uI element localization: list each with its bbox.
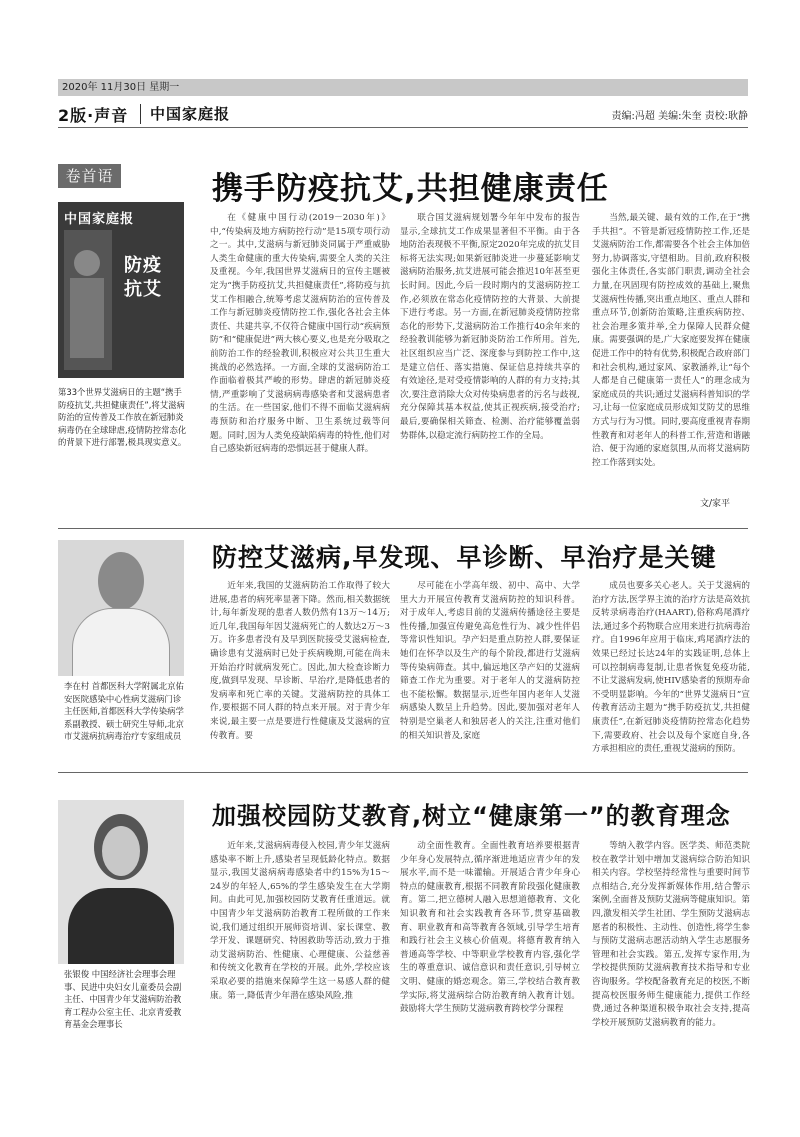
newspaper-logo: 中国家庭报 bbox=[150, 105, 231, 123]
cover-photo bbox=[64, 230, 112, 370]
cover-figure-body bbox=[70, 278, 104, 358]
article-1-col-2: 联合国艾滋病规划署今年年中发布的报告显示,全球抗艾工作成果显著但不平衡。由于各地防治表现极不平衡,原定2020年完成的抗艾目标将无法实现;如果新冠肺炎进一步蔓延影响艾滋病防治服务,抗艾进展可能会推迟10年甚至更长时间。因此,今后一段时期内的艾滋病防控工作,必须放在常态化疫情防控的大背景、大前提下进行考虑。另一方面,在新冠肺炎疫情防控常态化的形势下,艾滋病防治工作推行40余年来的经验教训能够为新冠肺炎防治工作所用。首先,社区组织应当广泛、深度参与到防控工作中,这是建立信任、落实措施、保证信息持续共享的有效途径,是对受疫情影响的人群的有力支持;其次,要注意消除大众对传染病患者的污名与歧视,充分保障其基本权益,使其正视疾病,接受治疗;最后,要确保相关筛查、检测、治疗能够覆盖弱势群体,以稳定流行病防控工作的全局。 bbox=[400, 213, 580, 441]
article-2-caption: 李在村 首都医科大学附属北京佑安医院感染中心性病艾滋病门诊主任医师,首都医科大学传染病学系副教授、硕士研究生导师,北京市艾滋病抗病毒治疗专家组成员 bbox=[64, 681, 184, 742]
article-3-title: 加强校园防艾教育,树立“健康第一”的教育理念 bbox=[212, 802, 731, 830]
header-divider bbox=[140, 104, 141, 124]
divider-2 bbox=[58, 772, 748, 773]
article-2-col-2: 尽可能在小学高年级、初中、高中、大学里大力开展宣传教育艾滋病防控的知识科普。对于成年人,考虑目前的艾滋病传播途径主要是性传播,加强宣传避免高危性行为、减少性伴侣等常识性知识。孕产妇是重点防控人群,要保证她们在怀孕以及生产的每个阶段,都进行艾滋病等传染病筛查。其中,偏远地区孕产妇的艾滋病筛查工作尤为重要。对于老年人的艾滋病防控也不能松懈。数据显示,近些年国内老年人艾滋病感染人数呈上升趋势。因此,要加强对老年人特别是空巢老人和独居老人的关注,注重对他们的相关知识普及,家庭 bbox=[400, 581, 580, 741]
article-2-title: 防控艾滋病,早发现、早诊断、早治疗是关键 bbox=[212, 543, 717, 572]
portrait-body bbox=[68, 888, 174, 964]
section-label: 2版·声音 bbox=[58, 106, 129, 125]
article-1-col-1: 在《健康中国行动(2019－2030年)》中,“传染病及地方病防控行动”是15项专项行动之一。其中,艾滋病与新冠肺炎同属于严重威胁人类生命健康的重大传染病,需要全人类的关注及重视。今年,我国世界艾滋病日的宣传主题被定为“携手防疫抗艾,共担健康责任”,将防疫与抗艾工作相融合,统筹考虑艾滋病防治的宣传普及工作与新冠肺炎疫情防控工作,强化各社会主体责任、共建共享,不仅符合健康中国行动“疾病预防”和“健康促进”两大核心要义,也是充分吸取之前防治工作的经验教训,积极应对公共卫生重大挑战的必然选择。一方面,全球的艾滋病防治工作面临着极其严峻的形势。肆虐的新冠肺炎疫情,严重影响了艾滋病病毒感染者和艾滋病患者的生活。在一些国家,他们不得不面临艾滋病病毒预防和治疗服务中断、卫生系统过载等问题。同时,因为人类免疫缺陷病毒的特性,他们对自己感染新冠病毒的恐惧远甚于健康人群。 bbox=[210, 213, 390, 455]
article-1-col-3: 当然,最关键、最有效的工作,在于“携手共担”。不管是新冠疫情防控工作,还是艾滋病防治工作,都需要各个社会主体加倍努力,协调落实,守望相助。目前,政府积极强化主体责任,各实部门职责,调动全社会力量,在巩固现有防控成效的基础上,聚焦艾滋病性传播,突出重点地区、重点人群和重点环节,创新防治策略,注重疾病防控、社会治理多策并举,全力保障人民群众健康。需要强调的是,广大家庭要发挥在健康促进工作中的特有优势,积极配合政府部门和社会机构,通过家风、家教涵养,让“每个人都是自己健康第一责任人”的理念成为家庭成员的共识;通过艾滋病科普知识的学习,让每一位家庭成员形成知艾防艾的思维方式与行为习惯。同时,要高度重视青春期性教育和对老年人的科普工作,营造和谐融洽、便于沟通的家庭氛围,从而将艾滋病防控工作落到实处。 bbox=[592, 213, 750, 468]
article-3-col-3: 等纳入教学内容。医学类、师范类院校在教学计划中增加艾滋病综合防治知识相关内容。学校坚持经常性与重要时间节点相结合,充分发挥新媒体作用,结合警示案例,全面普及预防艾滋病等健康知识。第四,激发相关学生社团、学生预防艾滋病志愿者的积极性、主动性、创造性,将学生参与预防艾滋病志愿活动纳入学生志愿服务管理和社会实践。第五,发挥专家作用,为学校提供预防艾滋病教育技术指导和专业咨询服务。学校配备教育充足的校医,不断提高校医服务师生健康能力,提供工作经费,通过各种渠道积极争取社会支持,提高学校开展预防艾滋病教育的能力。 bbox=[592, 841, 750, 1028]
portrait-body bbox=[72, 608, 170, 676]
article-3-col-2: 动全面性教育。全面性教育培养要根据青少年身心发展特点,循序渐进地适应青少年的发展水平,而不是一味灌输。开展适合青少年身心特点的健康教育,根据不同教育阶段强化健康教育。第二,把立德树人融入思想道德教育、文化知识教育和社会实践教育各环节,贯穿基础教育、职业教育和高等教育各领域,引导学生培育和践行社会主义核心价值观。将德育教育纳入普通高等学校、中等职业学校教育内容,强化学生的尊重意识、诚信意识和责任意识,引导树立文明、健康的婚恋观念。第三,学校结合教育教学实际,将艾滋病综合防治教育纳入教育计划。鼓励将大学生预防艾滋病教育跨校学分课程 bbox=[400, 841, 580, 1015]
article-1-signature: 文/家平 bbox=[700, 499, 731, 509]
article-2-col-1: 近年来,我国的艾滋病防治工作取得了较大进展,患者的病死率显著下降。然而,相关数据统计,每年新发现的患者人数仍然有13万～14万;近几年,我国每年因艾滋病死亡的人数达2万～3万。许多患者没有及早到医院接受艾滋病检查,确诊患有艾滋病时已处于疾病晚期,可能在尚未开始治疗时就病发死亡。因此,加大检查诊断力度,做到早发现、早诊断、早治疗,是降低患者的发病率和死亡率的关键。艾滋病防控的具体工作,要根据不同人群的特点来开展。对于青少年来说,最主要一点是要进行性健康及艾滋病的宣传教育。要 bbox=[210, 581, 390, 741]
portrait-zhang-yinjun bbox=[58, 800, 184, 964]
article-3-caption: 张银俊 中国经济社会理事会理事、民进中央妇女儿童委员会副主任、中国青少年艾滋病防治教育工程办公室主任、北京青爱教育基金会理事长 bbox=[64, 969, 182, 1030]
portrait-face bbox=[102, 826, 140, 876]
article-3-col-1: 近年来,艾滋病病毒侵入校园,青少年艾滋病感染率不断上升,感染者呈现低龄化特点。数据显示,我国艾滋病病毒感染者中约15%为15～24岁的年轻人,65%的学生感染发生在大学期间。由此可见,加强校园防艾教育任重道远。就中国青少年艾滋病防治教育工程所做的工作来说,我们通过组织开展师资培训、家长课堂、教学开发、课题研究、特困救助等活动,致力于推动艾滋病防治、性健康、心理健康、公益慈善和传统文化教育在学校的开展。此外,学校应该采取必要的措施来保障学生这一易感人群的健康。第一,降低青少年潜在感染风险,推 bbox=[210, 841, 390, 1001]
article-1-title: 携手防疫抗艾,共担健康责任 bbox=[212, 171, 609, 207]
portrait-head bbox=[98, 552, 144, 610]
cover-feature-title: 防疫抗艾 bbox=[124, 255, 162, 300]
article-2-col-3: 成员也要多关心老人。关于艾滋病的治疗方法,医学界主流的治疗方法是高效抗反转录病毒治疗(HAART),俗称鸡尾酒疗法,通过多个药物联合应用来进行抗病毒治疗。自1996年应用于临床,鸡尾酒疗法的效果已经过长达24年的实践证明,总体上可以控制病毒复制,让患者恢复免疫功能,不让艾滋病发病,使HIV感染者的预期寿命不受明显影响。今年的“世界艾滋病日”宣传教育活动主题为“携手防疫抗艾,共担健康责任”,在新冠肺炎疫情防控常态化趋势下,需要政府、社会以及每个家庭自身,各方承担相应的责任,重视艾滋病的预防。 bbox=[592, 581, 750, 755]
section-tag: 卷首语 bbox=[58, 164, 121, 188]
portrait-li-zaicun bbox=[58, 540, 184, 676]
cover-image bbox=[58, 202, 184, 378]
divider-1 bbox=[58, 528, 748, 529]
editor-credits: 责编:冯超 美编:朱奎 责校:耿静 bbox=[611, 111, 748, 122]
date-bar: 2020年 11月30日 星期一 bbox=[58, 79, 748, 96]
header-rule bbox=[58, 127, 748, 128]
cover-figure-icon bbox=[74, 250, 100, 276]
article-1-caption: 第33个世界艾滋病日的主题“携手防疫抗艾,共担健康责任”,将艾滋病防治的宣传普及工作放在新冠肺炎病毒仍在全球肆虐,疫情防控常态化的背景下进行部署,极具现实意义。 bbox=[58, 387, 187, 448]
cover-logo: 中国家庭报 bbox=[64, 212, 135, 227]
